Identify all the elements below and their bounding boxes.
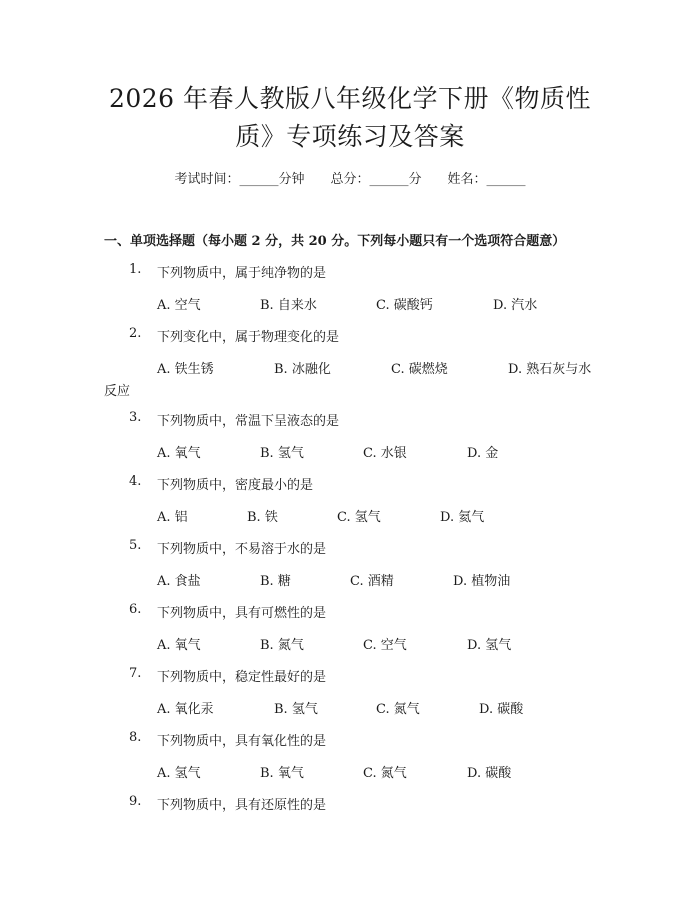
option-d: D. 金 — [467, 446, 499, 461]
option-c: C. 酒精 — [350, 574, 394, 589]
question-number: 7. — [129, 666, 142, 681]
question-number: 8. — [129, 730, 142, 745]
option-a: A. 氢气 — [157, 766, 201, 781]
option-c: C. 水银 — [363, 446, 407, 461]
option-d: D. 植物油 — [453, 574, 511, 589]
exam-time: 考试时间：______分钟 — [174, 172, 305, 187]
option-c: C. 碳燃烧 — [391, 362, 448, 377]
option-a: A. 氧气 — [157, 638, 201, 653]
option-c: C. 氢气 — [337, 510, 381, 525]
question-text: 下列物质中，稳定性最好的是 — [157, 670, 327, 685]
question-text: 下列物质中，具有可燃性的是 — [157, 606, 327, 621]
question-number: 9. — [129, 794, 142, 809]
option-a: A. 铝 — [157, 510, 188, 525]
option-c: C. 碳酸钙 — [376, 298, 433, 313]
question-number: 6. — [129, 602, 142, 617]
title-line-2: 质》专项练习及答案 — [235, 122, 465, 151]
student-name: 姓名：______ — [447, 172, 526, 187]
option-a: A. 铁生锈 — [157, 362, 214, 377]
option-b: B. 冰融化 — [274, 362, 331, 377]
option-c: C. 氮气 — [376, 702, 420, 717]
question-text: 下列物质中，密度最小的是 — [157, 478, 314, 493]
option-d: D. 汽水 — [493, 298, 538, 313]
option-d: D. 碳酸 — [467, 766, 512, 781]
question-text: 下列物质中，具有还原性的是 — [157, 798, 327, 813]
question-number: 2. — [129, 326, 142, 341]
option-a: A. 食盐 — [157, 574, 201, 589]
question-text: 下列物质中，不易溶于水的是 — [157, 542, 327, 557]
option-d: D. 熟石灰与水 — [508, 362, 592, 377]
option-b: B. 铁 — [247, 510, 278, 525]
total-score: 总分：______分 — [330, 172, 422, 187]
option-b: B. 氮气 — [260, 638, 304, 653]
option-d-wrap: 反应 — [104, 384, 131, 399]
question-text: 下列物质中，属于纯净物的是 — [157, 266, 327, 281]
option-d: D. 碳酸 — [479, 702, 524, 717]
option-a: A. 空气 — [157, 298, 201, 313]
question-text: 下列变化中，属于物理变化的是 — [157, 330, 340, 345]
question-text: 下列物质中，具有氧化性的是 — [157, 734, 327, 749]
option-b: B. 氢气 — [274, 702, 318, 717]
option-b: B. 氢气 — [260, 446, 304, 461]
option-d: D. 氦气 — [440, 510, 485, 525]
option-b: B. 自来水 — [260, 298, 317, 313]
question-number: 5. — [129, 538, 142, 553]
option-a: A. 氧气 — [157, 446, 201, 461]
option-c: C. 氮气 — [363, 766, 407, 781]
exam-info-line — [0, 168, 700, 187]
option-d: D. 氢气 — [467, 638, 512, 653]
section-heading: 一、单项选择题（每小题 2 分，共 20 分。下列每小题只有一个选项符合题意） — [104, 234, 566, 249]
question-number: 3. — [129, 410, 142, 425]
option-b: B. 糖 — [260, 574, 291, 589]
title-line-1: 2026 年春人教版八年级化学下册《物质性 — [108, 84, 592, 113]
question-text: 下列物质中，常温下呈液态的是 — [157, 414, 340, 429]
option-c: C. 空气 — [363, 638, 407, 653]
question-number: 4. — [129, 474, 142, 489]
document-title — [60, 80, 640, 156]
option-a: A. 氧化汞 — [157, 702, 214, 717]
option-b: B. 氧气 — [260, 766, 304, 781]
question-number: 1. — [129, 262, 142, 277]
